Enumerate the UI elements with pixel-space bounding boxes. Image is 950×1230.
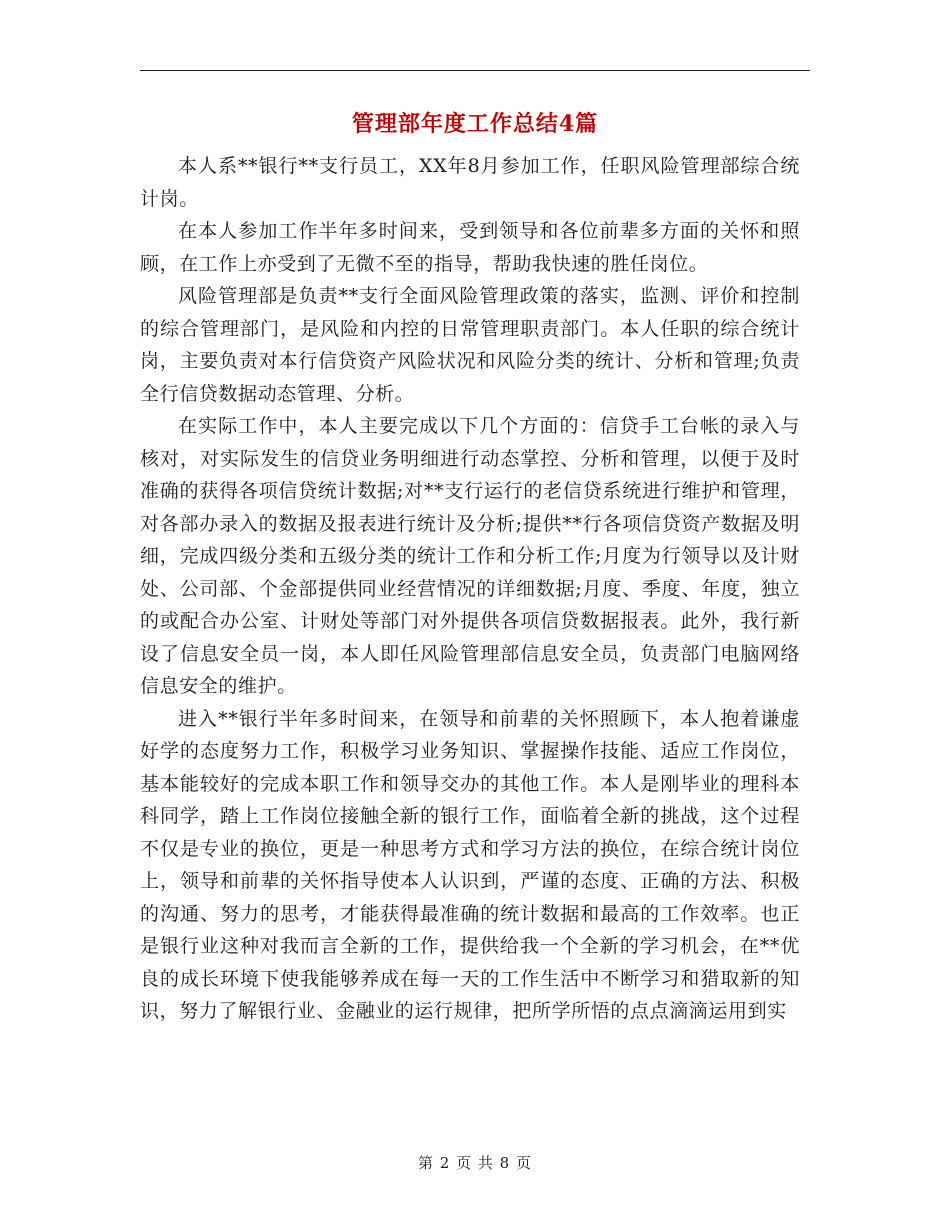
paragraph-1: 本人系**银行**支行员工，XX年8月参加工作，任职风险管理部综合统计岗。: [140, 155, 800, 210]
document-title: 管理部年度工作总结4篇: [351, 111, 599, 137]
page-number-footer: 第 2 页 共 8 页: [418, 1154, 532, 1172]
header-rule: [140, 70, 810, 71]
paragraph-3: 风险管理部是负责**支行全面风险管理政策的落实，监测、评价和控制的综合管理部门，是风险和内控的日常管理职责部门。本人任职的综合统计岗，主要负责对本行信贷资产风险状况和风险分类的统计、分析和管理;负责全行信贷数据动态管理、分析。: [140, 285, 800, 405]
document-body: [140, 150, 800, 1028]
paragraph-2: 在本人参加工作半年多时间来，受到领导和各位前辈多方面的关怀和照顾，在工作上亦受到了无微不至的指导，帮助我快速的胜任岗位。: [140, 220, 800, 275]
paragraph-4: 在实际工作中，本人主要完成以下几个方面的：信贷手工台帐的录入与核对，对实际发生的信贷业务明细进行动态掌控、分析和管理，以便于及时准确的获得各项信贷统计数据;对**支行运行的老信贷系统进行维护和管理，对各部办录入的数据及报表进行统计及分析;提供**行各项信贷资产数据及明细，完成四级分类和五级分类的统计工作和分析工作;月度为行领导以及计财处、公司部、个金部提供同业经营情况的详细数据;月度、季度、年度，独立的或配合办公室、计财处等部门对外提供各项信贷数据报表。此外，我行新设了信息安全员一岗，本人即任风险管理部信息安全员，负责部门电脑网络信息安全的维护。: [140, 415, 800, 697]
paragraph-5: 进入**银行半年多时间来，在领导和前辈的关怀照顾下，本人抱着谦虚好学的态度努力工作，积极学习业务知识、掌握操作技能、适应工作岗位，基本能较好的完成本职工作和领导交办的其他工作。本人是刚毕业的理科本科同学，踏上工作岗位接触全新的银行工作，面临着全新的挑战，这个过程不仅是专业的换位，更是一种思考方式和学习方法的换位，在综合统计岗位上，领导和前辈的关怀指导使本人认识到，严谨的态度、正确的方法、积极的沟通、努力的思考，才能获得最准确的统计数据和最高的工作效率。也正是银行业这种对我而言全新的工作，提供给我一个全新的学习机会，在**优良的成长环境下使我能够养成在每一天的工作生活中不断学习和猎取新的知识，努力了解银行业、金融业的运行规律，把所学所悟的点点滴滴运用到实: [140, 707, 800, 1022]
